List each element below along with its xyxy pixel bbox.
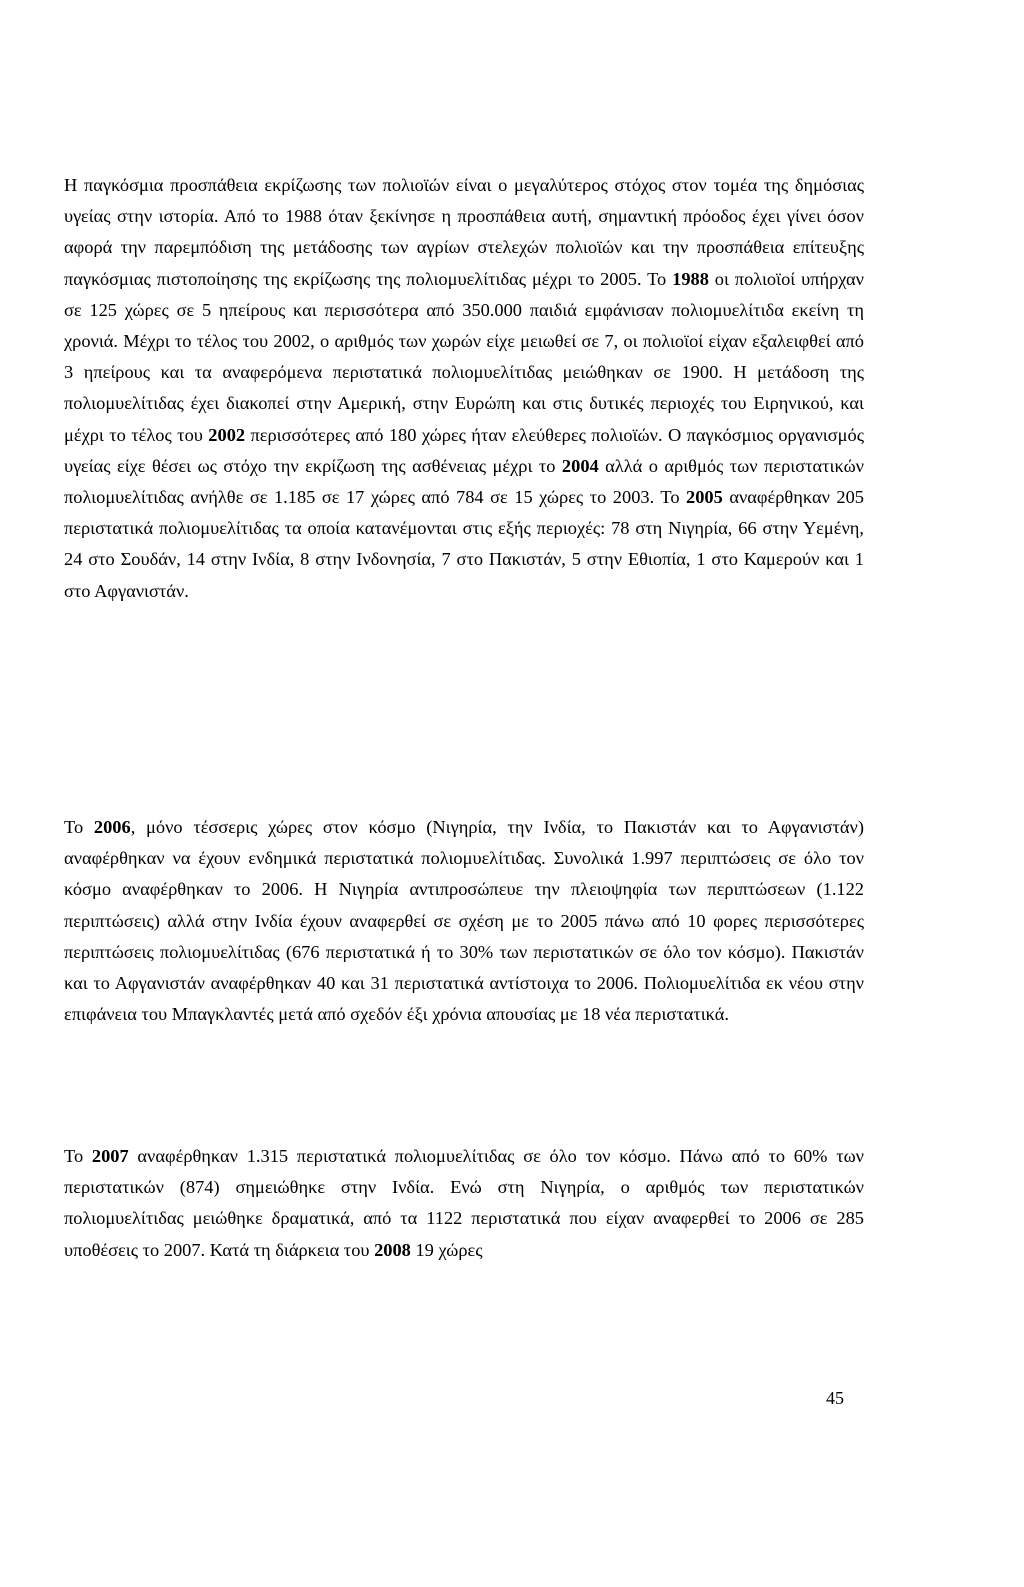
p1-text-1: Η παγκόσμια προσπάθεια εκρίζωσης των πολιοϊών είναι ο μεγαλύτερος στόχος στον τομέα της δημόσιας υγείας στην ιστορία. Από το 1988 όταν ξεκίνησε η προσπάθεια αυτή, σημαντική πρόοδος έχει γίνει όσον αφορά την παρεμπόδιση της μετάδοσης των αγρίων στελεχών πολιοϊών και την προσπάθεια επίτευξης παγκόσμιας πιστοποίησης της εκρίζωσης της πολιομυελίτιδας μέχρι το 2005. Το bbox=[64, 175, 864, 289]
p3-year-2008: 2008 bbox=[374, 1239, 411, 1260]
p1-year-2005: 2005 bbox=[686, 487, 723, 508]
p1-year-1988: 1988 bbox=[672, 268, 709, 289]
p3-text-2: αναφέρθηκαν 1.315 περιστατικά πολιομυελίτιδας σε όλο τον κόσμο. Πάνω από το 60% των περιστατικών (874) σημειώθηκε στην Ινδία. Ενώ στη Νιγηρία, ο αριθμός των περιστατικών πολιομυελίτιδας μειώθηκε δραματικά, από τα 1122 περιστατικά που είχαν αναφερθεί το 2006 σε 285 υποθέσεις το 2007. Κατά τη διάρκεια του bbox=[64, 1146, 864, 1260]
page-number: 45 bbox=[826, 1388, 844, 1408]
p1-text-5: αναφέρθηκαν 205 περιστατικά πολιομυελίτιδας τα οποία κατανέμονται στις εξής περιοχές: 78 στη Νιγηρία, 66 στην Υεμένη, 24 στο Σουδάν, 14 στην Ινδία, 8 στην Ινδονησία, 7 στο Πακιστάν, 5 στην Εθιοπία, 1 στο Καμερούν και 1 στο Αφγανιστάν. bbox=[64, 487, 864, 601]
p1-text-3: περισσότερες από 180 χώρες ήταν ελεύθερες πολιοϊών. Ο παγκόσμιος οργανισμός υγείας είχε θέσει ως στόχο την εκρίζωση της ασθένειας μέχρι το bbox=[64, 424, 865, 476]
p2-year-2006: 2006 bbox=[93, 817, 131, 837]
p2-text-2: , μόνο τέσσερις χώρες στον κόσμο (Νιγηρία, την Ινδία, το Πακιστάν και το Αφγανιστάν) αναφέρθηκαν να έχουν ενδημικά περιστατικά πολιομυελίτιδας. Συνολικά 1.997 περιπτώσεις σε όλο τον κόσμο αναφέρθηκαν το 2006. Η Νιγηρία αντιπροσώπευε την πλειοψηφία των περιπτώσεων (1.122 περιπτώσεις) αλλά στην Ινδία έχουν αναφερθεί σε σχέση με το 2005 πάνω από 10 φορες περισσότερες περιπτώσεις πολιομυελίτιδας (676 περιστατικά ή το 30% των περιστατικών σε όλο τον κόσμο). Πακιστάν και το Αφγανιστάν αναφέρθηκαν 40 και 31 περιστατικά αντίστοιχα το 2006. Πολιομυελίτιδα εκ νέου στην επιφάνεια του Μπαγκλαντές μετά από σχεδόν έξι χρόνια απουσίας με 18 νέα περιστατικά. bbox=[64, 817, 864, 1025]
paragraph-1 bbox=[64, 170, 864, 607]
p1-text-2: οι πολιοϊοί υπήρχαν σε 125 χώρες σε 5 ηπείρους και περισσότερα από 350.000 παιδιά εμφάνισαν πολιομυελίτιδα εκείνη τη χρονιά. Μέχρι το τέλος του 2002, ο αριθμός των χωρών είχε μειωθεί σε 7, οι πολιοϊοί είχαν εξαλειφθεί από 3 ηπείρους και τα αναφερόμενα περιστατικά πολιομυελίτιδας μειώθηκαν σε 1900. Η μετάδοση της πολιομυελίτιδας έχει διακοπεί στην Αμερική, στην Ευρώπη και στις δυτικές περιοχές του Ειρηνικού, και μέχρι το τέλος του bbox=[64, 268, 864, 445]
p3-year-2007: 2007 bbox=[91, 1146, 129, 1166]
p1-year-2002: 2002 bbox=[208, 424, 246, 445]
p2-text-1: Το bbox=[64, 817, 94, 837]
paragraph-3 bbox=[64, 1141, 864, 1266]
p1-text-4: αλλά ο αριθμός των περιστατικών πολιομυελίτιδας ανήλθε σε 1.185 σε 17 χώρες από 784 σε 15 χώρες το 2003. Το bbox=[64, 455, 864, 508]
p1-year-2004: 2004 bbox=[561, 455, 599, 476]
p3-text-3: 19 χώρες bbox=[410, 1239, 483, 1260]
p3-text-1: Το bbox=[64, 1146, 92, 1166]
paragraph-2 bbox=[64, 812, 864, 1030]
